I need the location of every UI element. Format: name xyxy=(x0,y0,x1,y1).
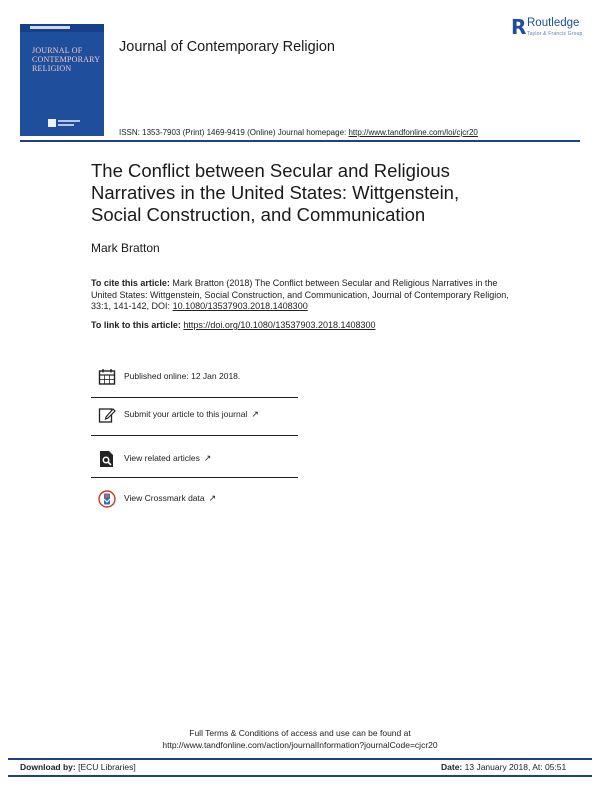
submit-article-row[interactable] xyxy=(98,406,298,430)
calendar-icon xyxy=(98,368,116,386)
cover-title xyxy=(32,46,101,76)
divider xyxy=(91,477,298,478)
terms-url-link[interactable]: http://www.tandfonline.com/action/journalInformation?journalCode=cjcr20 xyxy=(162,740,438,750)
journal-title: Journal of Contemporary Religion xyxy=(119,39,335,55)
external-link-icon: ↗ xyxy=(208,493,217,503)
submit-article-label: Submit your article to this journal xyxy=(124,409,248,419)
published-online-label: Published online: 12 Jan 2018. xyxy=(124,371,241,381)
journal-cover-image xyxy=(20,24,104,136)
journal-homepage-link[interactable]: http://www.tandfonline.com/loi/cjcr20 xyxy=(348,128,478,137)
header-divider xyxy=(20,140,580,142)
crossmark-row[interactable] xyxy=(98,490,298,514)
download-date xyxy=(441,762,566,772)
download-info xyxy=(20,762,136,772)
article-author: Mark Bratton xyxy=(91,241,160,255)
date-value: 13 January 2018, At: 05:51 xyxy=(464,762,567,772)
footer-divider-bottom xyxy=(8,775,592,777)
submit-article-link[interactable] xyxy=(124,409,259,420)
link-label: To link to this article: xyxy=(91,320,181,330)
footer-divider xyxy=(8,758,592,760)
article-title: The Conflict between Secular and Religious Narratives in the United States: Wittgenstein, Social Construction, and Communication xyxy=(91,160,460,225)
article-doi-link[interactable]: https://doi.org/10.1080/13537903.2018.1408300 xyxy=(183,320,376,330)
divider xyxy=(91,435,298,436)
routledge-r-icon: R xyxy=(511,15,527,39)
related-articles-label: View related articles xyxy=(124,453,200,463)
date-label: Date: xyxy=(441,762,463,772)
crossmark-label: View Crossmark data xyxy=(124,493,205,503)
publisher-logo xyxy=(511,17,591,39)
citation-label: To cite this article: xyxy=(91,278,170,288)
issn-text: ISSN: 1353-7903 (Print) 1469-9419 (Online) Journal homepage: xyxy=(119,128,349,137)
divider xyxy=(91,397,298,398)
citation-block xyxy=(91,278,521,313)
publisher-subtitle: Taylor & Francis Group xyxy=(527,31,583,37)
cover-title-line: JOURNAL OF xyxy=(32,46,83,55)
related-articles-link[interactable] xyxy=(124,453,211,464)
article-link-line xyxy=(91,320,376,330)
download-label: Download by: xyxy=(20,762,76,772)
issn-line xyxy=(119,128,478,137)
citation-text: Mark Bratton (2018) The Conflict between Secular and Religious Narratives in the United States: Wittgenstein, Social Construction, and Communication, Journal of Contemporary Religion, 33:1, 141-142, DOI: xyxy=(91,278,509,311)
external-link-icon: ↗ xyxy=(251,409,259,419)
cover-title-line: CONTEMPORARY xyxy=(32,55,101,64)
cover-title-line: RELIGION xyxy=(32,64,72,73)
crossmark-icon xyxy=(98,490,116,508)
search-document-icon xyxy=(98,450,116,468)
edit-icon xyxy=(98,406,116,424)
citation-doi-link[interactable]: 10.1080/13537903.2018.1408300 xyxy=(172,301,308,311)
download-value: [ECU Libraries] xyxy=(78,762,136,772)
published-online-row xyxy=(98,368,298,392)
external-link-icon: ↗ xyxy=(203,453,212,463)
terms-line: Full Terms & Conditions of access and use can be found at xyxy=(189,728,411,738)
publisher-name: Routledge xyxy=(527,17,580,29)
terms-notice xyxy=(0,727,600,751)
crossmark-link[interactable] xyxy=(124,493,216,504)
related-articles-row[interactable] xyxy=(98,450,298,474)
